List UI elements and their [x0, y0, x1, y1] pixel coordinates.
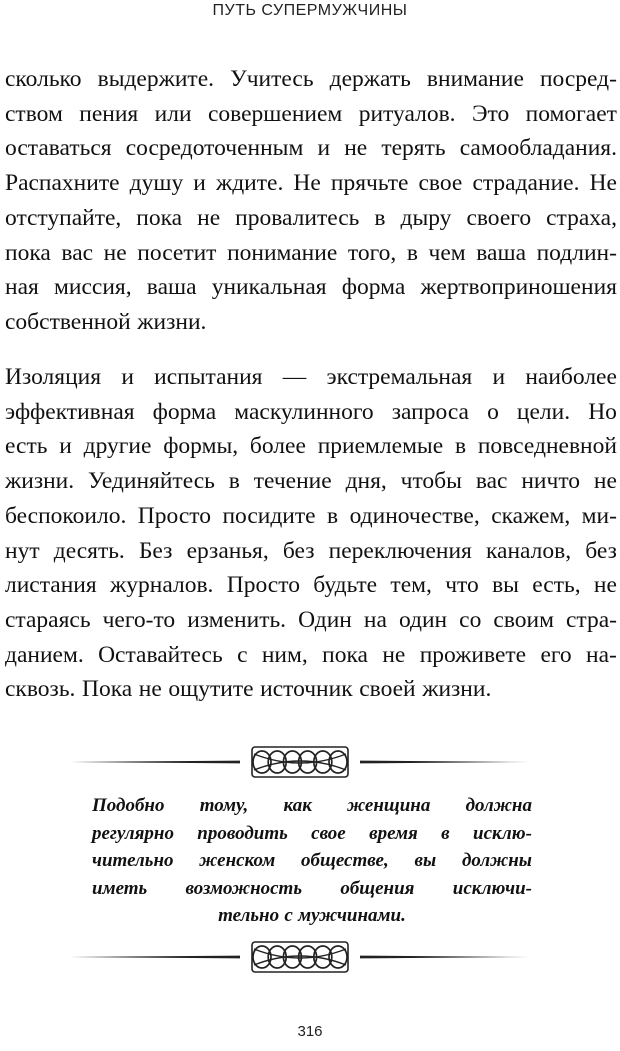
text-line: сколько выдержите. Учитесь держать внимание посред-: [5, 66, 617, 92]
text-line: есть и другие формы, более приемлемые в повседневной: [5, 433, 617, 460]
paragraph-1: [5, 62, 617, 340]
text-line: тельно с мужчинами.: [218, 905, 406, 926]
text-line: регулярно проводить свое время в исклю-: [92, 822, 532, 844]
text-line: беспокоило. Просто посидите в одиночестве, скажем, ми-: [5, 502, 617, 529]
text-line: листания журналов. Просто будьте тем, что вы есть, не: [5, 572, 617, 599]
page-number: 316: [297, 1023, 323, 1040]
running-header: ПУТЬ СУПЕРМУЖЧИНЫ: [212, 2, 408, 19]
text-line: оставаться сосредоточенным и не терять самообладания.: [5, 135, 617, 162]
text-line: нут десять. Без ерзанья, без переключения каналов, без: [5, 537, 617, 564]
text-line: чительно женском обществе, вы должны: [92, 850, 532, 871]
text-line: пока вас не посетит понимание того, в чем ваша подлин-: [5, 239, 617, 266]
text-line: стараясь чего-то изменить. Один на один со своим стра-: [5, 606, 617, 633]
text-line: жизни. Уединяйтесь в течение дня, чтобы вас ничто не: [5, 468, 617, 495]
pull-quote: [92, 792, 532, 930]
text-line: иметь возможность общения исключи-: [92, 877, 532, 899]
paragraph-2: [5, 360, 617, 707]
text-line: ством пения или совершением ритуалов. Это помогает: [5, 100, 617, 127]
text-line: собственной жизни.: [5, 308, 207, 335]
text-line: ная миссия, ваша уникальная форма жертвоприношения: [5, 274, 617, 301]
text-line: Изоляция и испытания — экстремальная и наиболее: [5, 364, 617, 390]
celtic-knot-icon: [70, 742, 530, 782]
text-line: отступайте, пока не провалитесь в дыру своего страха,: [5, 204, 617, 231]
celtic-knot-icon: [70, 937, 530, 977]
text-line: Распахните душу и ждите. Не прячьте свое страдание. Не: [5, 170, 617, 197]
text-line: эффективная форма маскулинного запроса о цели. Но: [5, 398, 617, 425]
text-line: Подобно тому, как женщина должна: [92, 795, 532, 816]
text-line: сквозь. Пока не ощутите источник своей жизни.: [5, 676, 492, 703]
text-line: данием. Оставайтесь с ним, пока не проживете его на-: [5, 641, 617, 668]
